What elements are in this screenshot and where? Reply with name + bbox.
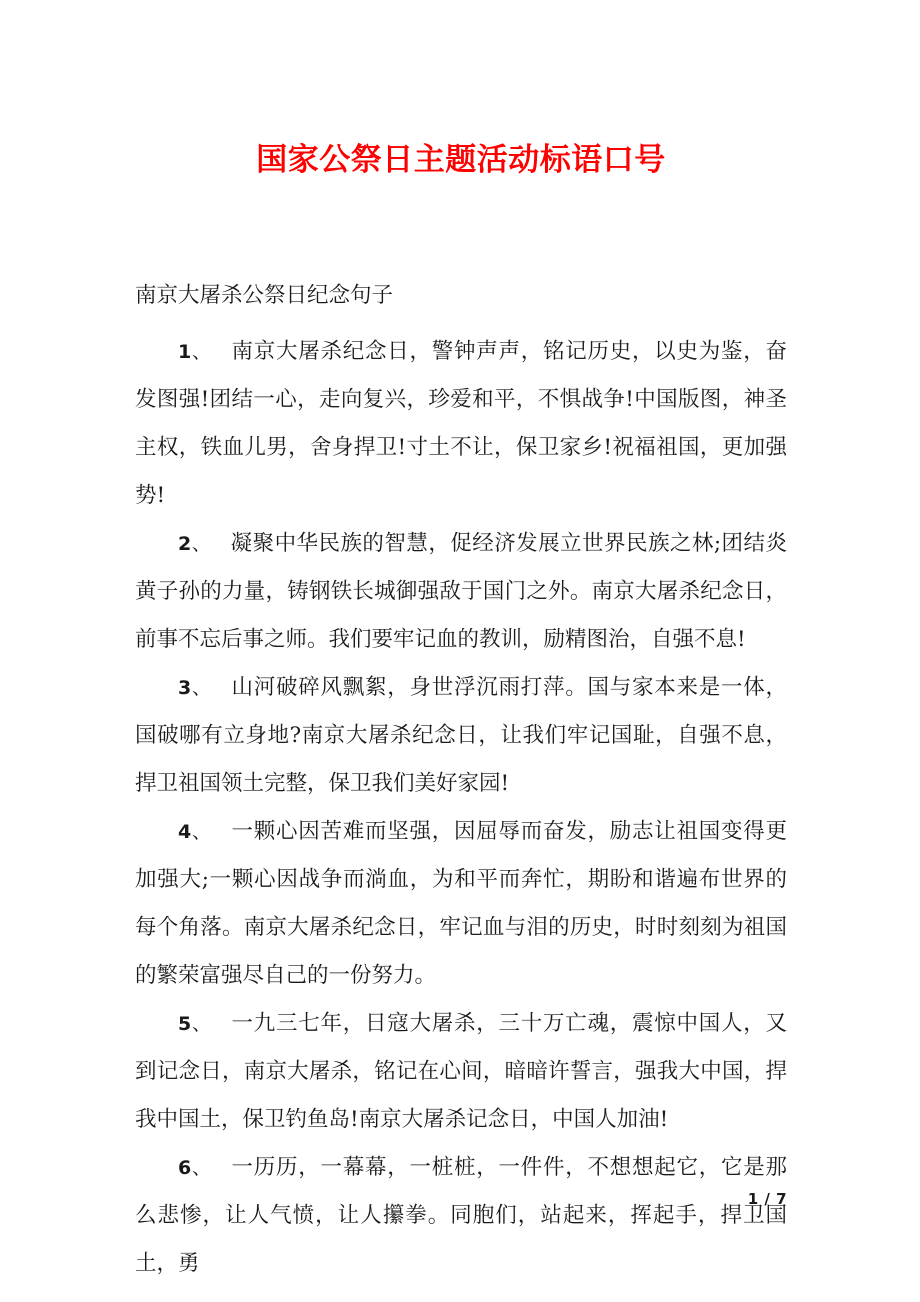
- item-text: 山河破碎风飘絮，身世浮沉雨打萍。国与家本来是一体，国破哪有立身地?南京大屠杀纪念日，让我们牢记国耻，自强不息，捍卫祖国领土完整，保卫我们美好家园!: [135, 675, 787, 796]
- item-text: 凝聚中华民族的智慧，促经济发展立世界民族之林;团结炎黄子孙的力量，铸钢铁长城御强敌于国门之外。南京大屠杀纪念日，前事不忘后事之师。我们要牢记血的教训，励精图治，自强不息!: [135, 531, 787, 652]
- item-separator: 、: [191, 533, 212, 555]
- item-separator: 、: [191, 677, 212, 699]
- item-number: 2: [178, 533, 192, 555]
- item-separator: 、: [191, 341, 212, 363]
- list-item: [135, 328, 787, 520]
- page-number-footer: 1 / 7: [747, 1190, 787, 1208]
- list-item: [135, 808, 787, 1000]
- item-number: 1: [178, 341, 192, 363]
- list-item: [135, 1144, 787, 1288]
- list-item: [135, 520, 787, 664]
- item-text: 一历历，一幕幕，一桩桩，一件件，不想想起它，它是那么悲惨，让人气愤，让人攥拳。同胞们，站起来，挥起手，捍卫国土，勇: [135, 1155, 787, 1276]
- page-title: 国家公祭日主题活动标语口号: [256, 142, 666, 178]
- list-item: [135, 1000, 787, 1144]
- item-number: 3: [178, 677, 192, 699]
- item-number: 6: [178, 1157, 192, 1179]
- item-text: 一九三七年，日寇大屠杀，三十万亡魂，震惊中国人，又到记念日，南京大屠杀，铭记在心间，暗暗许誓言，强我大中国，捍我中国土，保卫钓鱼岛!南京大屠杀记念日，中国人加油!: [135, 1011, 787, 1132]
- item-number: 5: [178, 1013, 192, 1035]
- lead-in-paragraph: 南京大屠杀公祭日纪念句子: [135, 283, 394, 308]
- list-item: [135, 664, 787, 808]
- item-text: 南京大屠杀纪念日，警钟声声，铭记历史，以史为鉴，奋发图强!团结一心，走向复兴，珍爱和平，不惧战争!中国版图，神圣主权，铁血儿男，舍身捍卫!寸土不让，保卫家乡!祝福祖国，更加强势!: [135, 339, 787, 508]
- item-separator: 、: [191, 821, 212, 843]
- item-separator: 、: [191, 1157, 212, 1179]
- item-text: 一颗心因苦难而坚强，因屈辱而奋发，励志让祖国变得更加强大;一颗心因战争而淌血，为和平而奔忙，期盼和谐遍布世界的每个角落。南京大屠杀纪念日，牢记血与泪的历史，时时刻刻为祖国的繁荣富强尽自己的一份努力。: [135, 819, 787, 988]
- document-body: [135, 272, 787, 1288]
- item-number: 4: [178, 821, 192, 843]
- item-separator: 、: [191, 1013, 212, 1035]
